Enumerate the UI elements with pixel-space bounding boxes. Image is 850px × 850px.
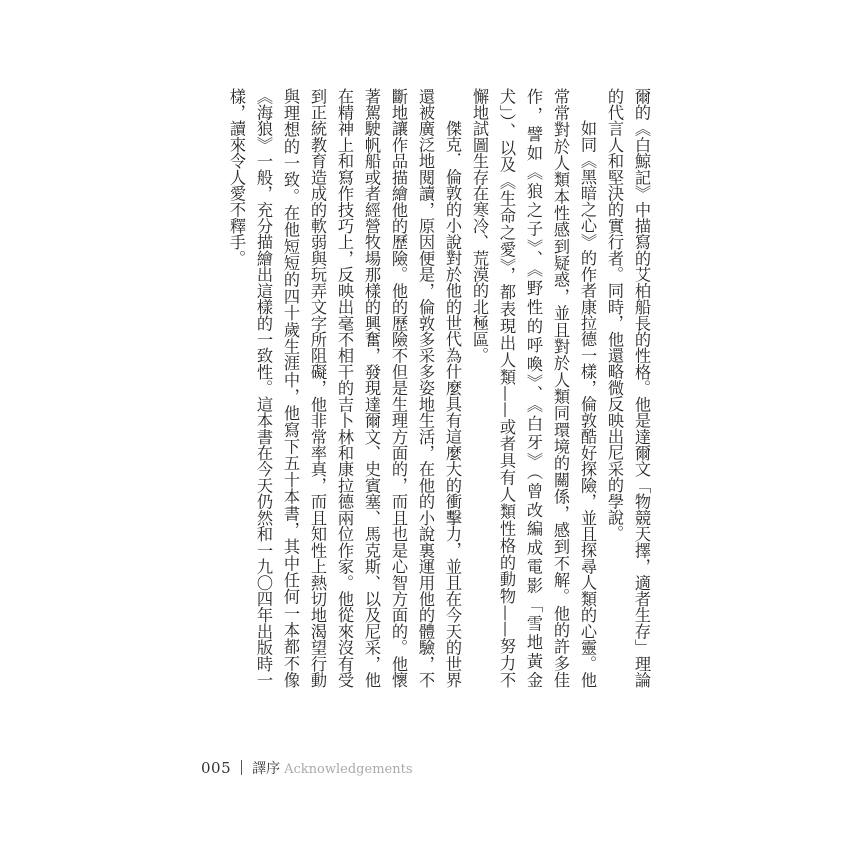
text-column: 斷地讓作品描繪他的歷險。他的歷險不但是生理方面的，而且也是心智方面的。他懷: [389, 88, 408, 688]
text-column: 在精神上和寫作技巧上，反映出毫不相干的吉卜林和康拉德兩位作家。他從來沒有受: [335, 88, 354, 688]
page-footer: [201, 758, 413, 778]
text-column: 如同《黑暗之心》的作者康拉德一樣，倫敦酷好探險，並且探尋人類的心靈。他: [578, 120, 597, 688]
text-column: 樣，讀來令人愛不釋手。: [227, 88, 246, 267]
text-column: 傑克．倫敦的小說對於他的世代為什麼具有這麼大的衝擊力，並且在今天的世界: [443, 120, 462, 688]
text-column: 犬」）、以及《生命之愛》，都表現出人類——或者具有人類性格的動物——努力不: [497, 88, 516, 688]
section-title-zh: 譯序: [252, 761, 281, 777]
text-column: 作，譬如《狼之子》、《野性的呼喚》、《白牙》（曾改編成電影「雪地黃金: [524, 88, 543, 688]
text-column: 常常對於人類本性感到疑惑，並且對於人類同環境的關係，感到不解。他的許多佳: [551, 88, 570, 688]
text-column: 的代言人和堅決的實行者。同時，他還略微反映出尼采的學說。: [605, 88, 624, 542]
text-column: 《海狼》一般，充分描繪出這樣的一致性。這本書在今天仍然和一九〇四年出版時一: [254, 88, 273, 688]
footer-divider: [241, 760, 242, 775]
page-number: 005: [201, 759, 232, 777]
section-title-en: Acknowledgements: [284, 762, 413, 777]
text-column: 懈地試圖生存在寒冷、荒漠的北極區。: [470, 88, 489, 364]
text-column: 與理想的一致。在他短短的四十歲生涯中，他寫下五十本書，其中任何一本都不像: [281, 88, 300, 688]
text-column: 到正統教育造成的軟弱與玩弄文字所阻礙，他非常率真，而且知性上熱切地渴望行動: [308, 88, 327, 688]
text-column: 著駕駛帆船或者經營牧場那樣的興奮，發現達爾文、史賓塞、馬克斯、以及尼采，他: [362, 88, 381, 688]
text-column: 還被廣泛地閱讀，原因便是，倫敦多采多姿地生活，在他的小說裏運用他的體驗，不: [416, 88, 435, 688]
text-column: 爾的《白鯨記》中描寫的艾柏船長的性格。他是達爾文「物競天擇，適者生存」理論: [632, 88, 651, 688]
